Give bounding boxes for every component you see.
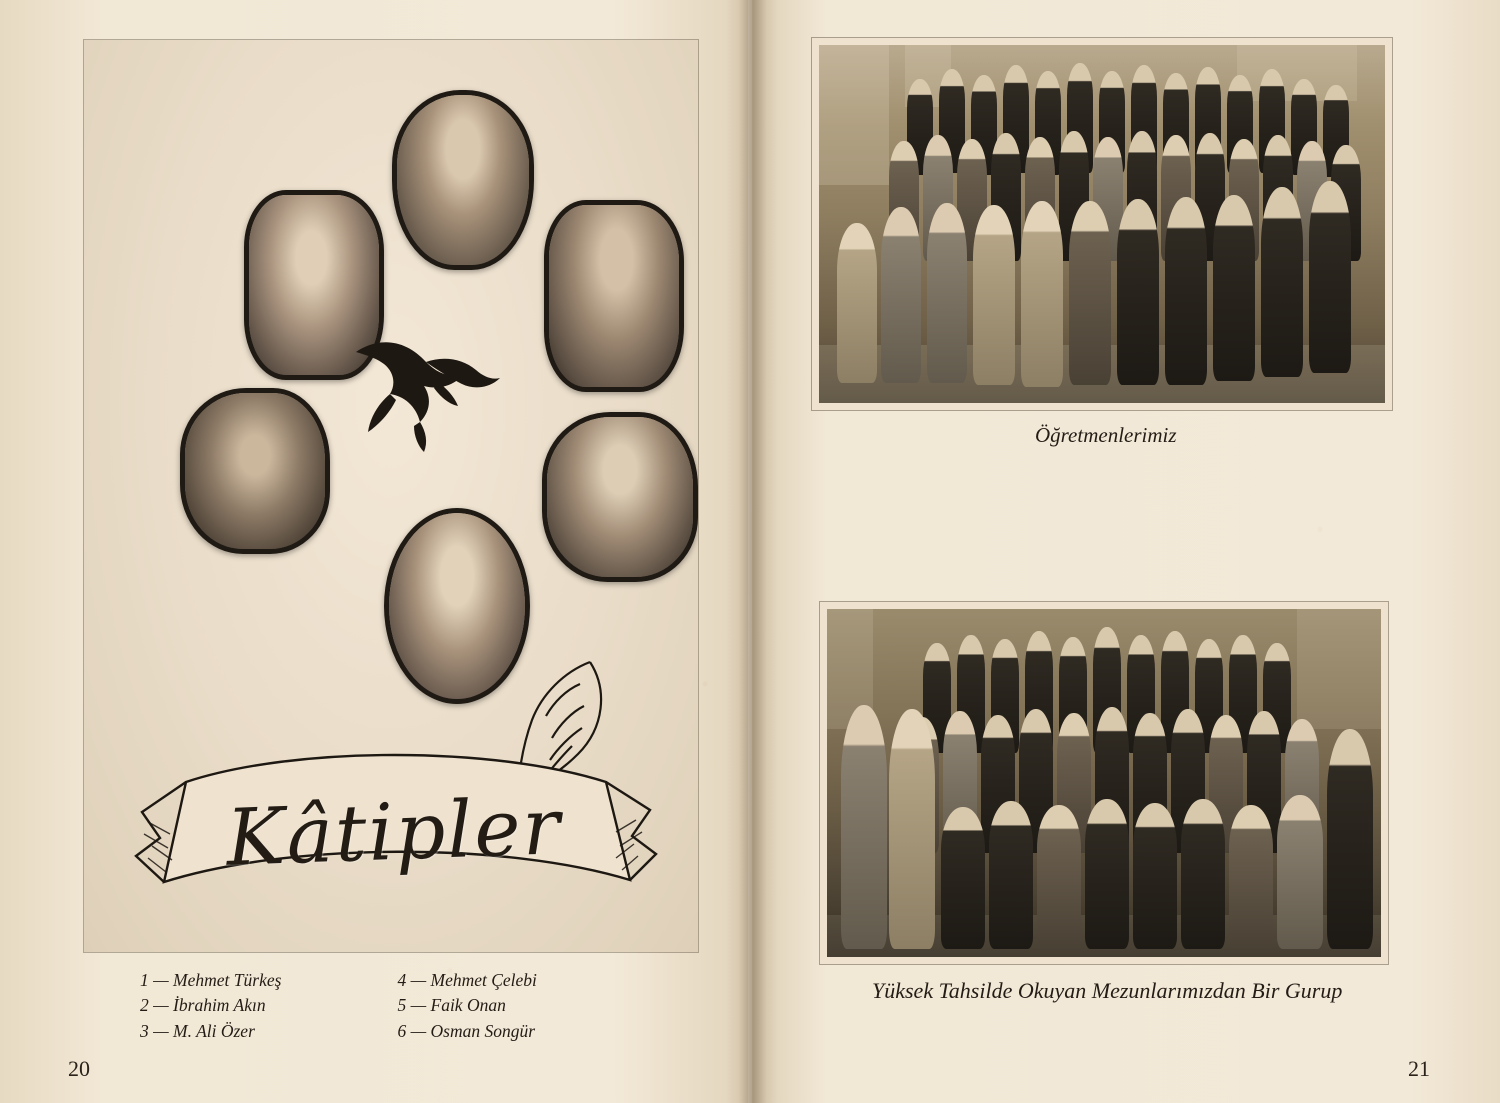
katipler-plate (84, 40, 698, 952)
person (1085, 799, 1129, 949)
plate-title: Kâtipler (224, 781, 564, 884)
ribbon-banner (114, 730, 674, 935)
building-column (819, 45, 889, 185)
person (1117, 199, 1159, 385)
portrait-photo (547, 417, 693, 577)
photo-image (819, 45, 1385, 403)
portrait-5-faik-onan (542, 412, 698, 582)
portrait-photo (549, 205, 679, 387)
portrait-key-list (140, 968, 660, 1044)
dove-icon (334, 300, 514, 460)
photo-teachers (812, 38, 1392, 410)
person (1069, 201, 1111, 385)
building-door (1297, 609, 1381, 729)
page-number-left: 20 (68, 1056, 90, 1081)
person (1037, 805, 1081, 949)
person (973, 205, 1015, 385)
photo-image (827, 609, 1381, 957)
person (941, 807, 985, 949)
person (889, 709, 935, 949)
caption-graduates: Yüksek Tahsilde Okuyan Mezunlarımızdan Bir Gurup (872, 978, 1343, 1003)
list-item: 3 — M. Ali Özer (140, 1020, 255, 1041)
person (989, 801, 1033, 949)
caption-teachers: Öğretmenlerimiz (1035, 423, 1177, 447)
person (881, 207, 921, 383)
list-item: 2 — İbrahim Akın (140, 995, 266, 1016)
person (1213, 195, 1255, 381)
photo-graduates (820, 602, 1388, 964)
person (1181, 799, 1225, 949)
page-number-right: 21 (1408, 1056, 1430, 1081)
portrait-3-m-ali-ozer (180, 388, 330, 554)
list-item: 4 — Mehmet Çelebi (397, 970, 537, 990)
list-item: 5 — Faik Onan (397, 995, 506, 1016)
portrait-key-column-right (397, 968, 536, 1044)
person (1327, 729, 1373, 949)
portrait-4-mehmet-celebi (544, 200, 684, 392)
person (1165, 197, 1207, 385)
portrait-key-column-left (140, 968, 281, 1044)
portrait-photo (397, 95, 529, 265)
person (1309, 181, 1351, 373)
person (837, 223, 877, 383)
list-item: 1 — Mehmet Türkeş (140, 970, 282, 990)
person (1261, 187, 1303, 377)
person (1277, 795, 1323, 949)
person (927, 203, 967, 383)
portrait-1-mehmet-turkes (392, 90, 534, 270)
portrait-photo (185, 393, 325, 549)
person (1229, 805, 1273, 949)
person (1021, 201, 1063, 387)
list-item: 6 — Osman Songür (397, 1020, 536, 1041)
person (841, 705, 887, 949)
person (1133, 803, 1177, 949)
